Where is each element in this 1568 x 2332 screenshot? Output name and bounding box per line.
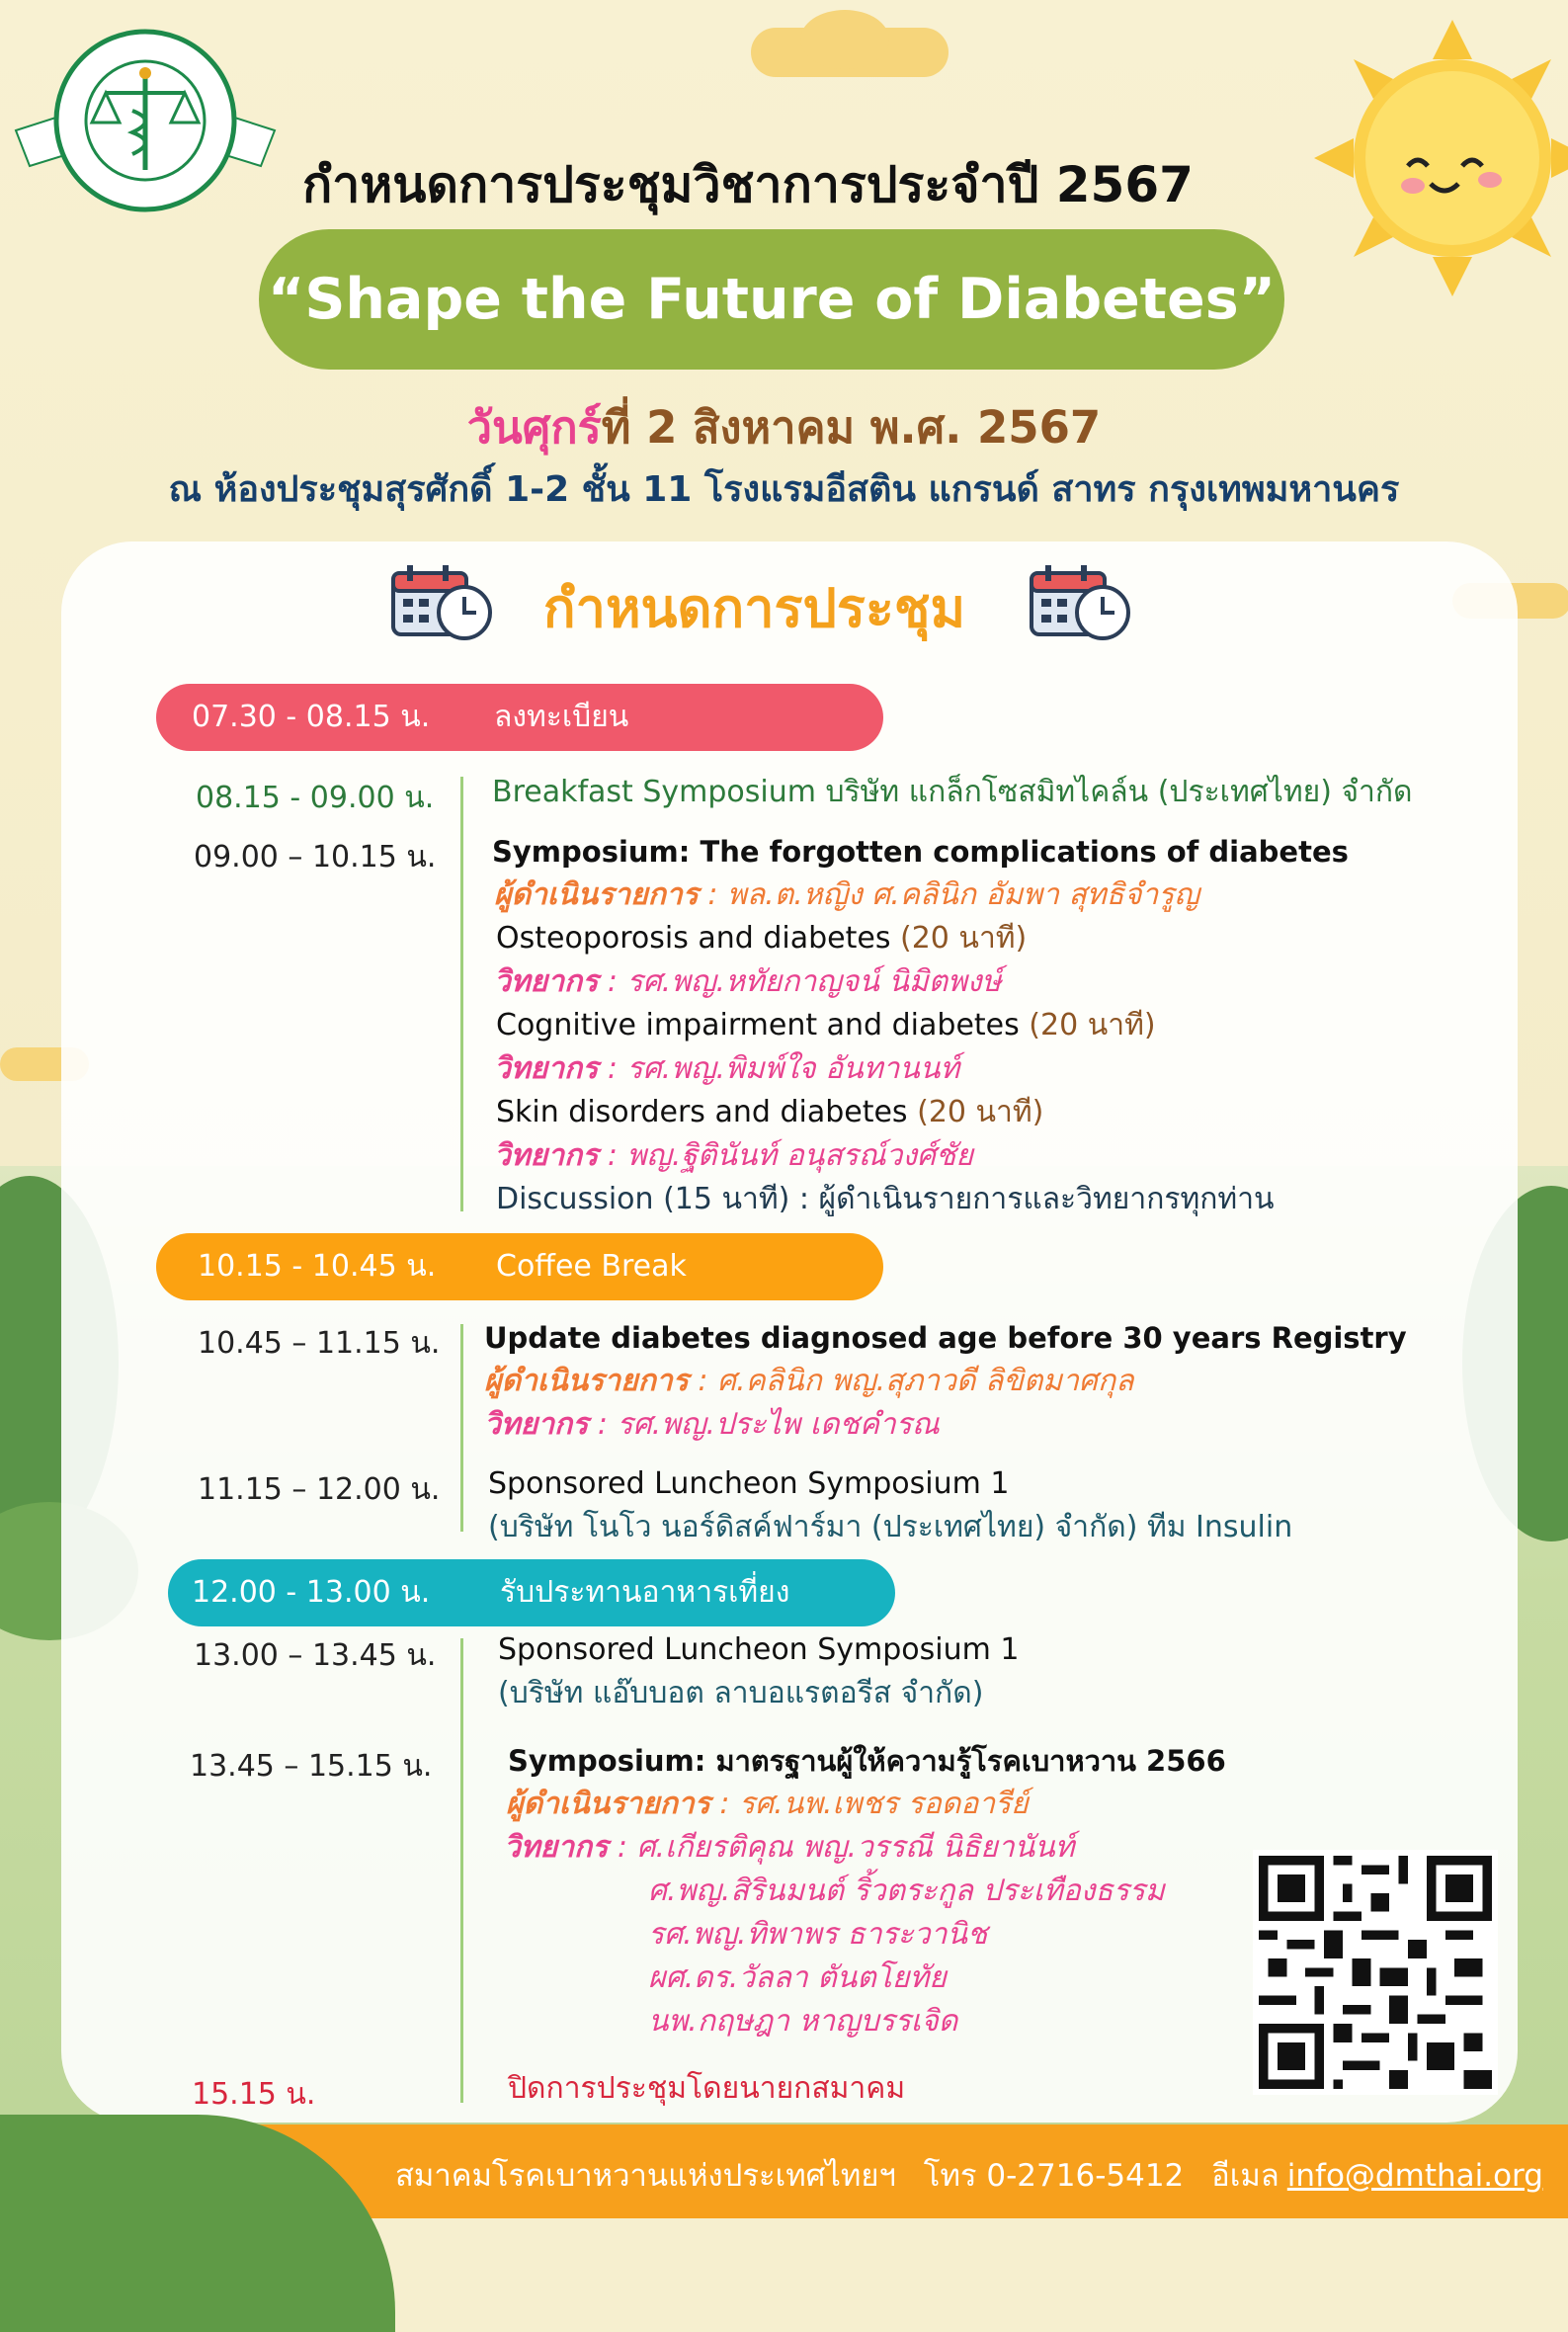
theme-banner (259, 229, 1284, 370)
closing-text: ปิดการประชุมโดยนายกสมาคม (508, 2071, 906, 2106)
speaker-name: : ศ.เกียรติคุณ พญ.วรรณี นิธิยานันท์ (608, 1830, 1075, 1865)
session5-speaker4: ผศ.ดร.วัลลา ตันตโยทัย (648, 1960, 947, 1995)
moderator-name: : รศ.นพ.เพชร รอดอารีย์ (709, 1787, 1029, 1821)
speaker-label: วิทยากร (484, 1407, 589, 1442)
talk-title: Skin disorders and diabetes (496, 1095, 908, 1129)
session1-talk1 (496, 917, 1027, 960)
session2-moderator (484, 1360, 1134, 1403)
calendar-clock-icon (1030, 565, 1132, 640)
session4-line2: (บริษัท แอ๊บบอต ลาบอแรตอรีส จำกัด) (498, 1676, 984, 1710)
session3-time: 11.15 – 12.00 น. (198, 1472, 441, 1507)
moderator-label: ผู้ดำเนินรายการ (506, 1787, 710, 1821)
speaker-name: : รศ.พญ.พิมพ์ใจ อันทานนท์ (598, 1051, 960, 1086)
speaker-label: วิทยากร (494, 964, 599, 999)
session1-time: 09.00 – 10.15 น. (194, 840, 437, 874)
footer-email-link[interactable]: info@dmthai.org (1286, 2158, 1543, 2194)
footer-contact (395, 2150, 1543, 2200)
moderator-label: ผู้ดำเนินรายการ (494, 877, 699, 912)
lunch-bar (168, 1559, 895, 1626)
session5-title: Symposium: มาตรฐานผู้ให้ความรู้โรคเบาหวาน 2566 (508, 1744, 1226, 1778)
registration-label: ลงทะเบียน (494, 700, 629, 734)
timeline-line (460, 777, 463, 1211)
session5-speaker1 (504, 1826, 1074, 1870)
breakfast-time: 08.15 - 09.00 น. (196, 781, 435, 815)
registration-bar (156, 684, 883, 751)
session2-title: Update diabetes diagnosed age before 30 years Registry (484, 1321, 1407, 1355)
session3-line1: Sponsored Luncheon Symposium 1 (488, 1466, 1010, 1501)
agenda-heading: กำหนดการประชุม (542, 577, 966, 639)
moderator-label: ผู้ดำเนินรายการ (484, 1364, 689, 1398)
speaker-label: วิทยากร (504, 1830, 609, 1865)
session2-speaker (484, 1403, 940, 1447)
speaker-name: : รศ.พญ.หทัยกาญจน์ นิมิตพงษ์ (598, 964, 1002, 999)
closing-time: 15.15 น. (192, 2077, 316, 2112)
event-venue: ณ ห้องประชุมสุรศักดิ์ 1-2 ชั้น 11 โรงแรมอีสติน แกรนด์ สาทร กรุงเทพมหานคร (168, 469, 1400, 510)
session1-moderator (494, 874, 1199, 917)
session4-line1: Sponsored Luncheon Symposium 1 (498, 1632, 1020, 1667)
page-title: กำหนดการประชุมวิชาการประจำปี 2567 (302, 156, 1194, 213)
session1-discussion: Discussion (15 นาที) : ผู้ดำเนินรายการและวิทยากรทุกท่าน (496, 1182, 1275, 1216)
session1-talk2 (496, 1004, 1156, 1047)
footer-org: สมาคมโรคเบาหวานแห่งประเทศไทยฯ (395, 2158, 896, 2194)
footer-phone: โทร 0-2716-5412 (923, 2158, 1185, 2194)
speaker-label: วิทยากร (494, 1051, 599, 1086)
theme-text: “Shape the Future of Diabetes” (267, 267, 1277, 332)
session5-moderator (506, 1783, 1029, 1826)
session1-title: Symposium: The forgotten complications of diabetes (492, 835, 1349, 869)
talk-title: Cognitive impairment and diabetes (496, 1008, 1020, 1042)
session1-speaker3 (494, 1134, 973, 1178)
cloud-top-puff (800, 10, 889, 69)
event-date-text: ที่ 2 สิงหาคม พ.ศ. 2567 (601, 401, 1102, 454)
session3-line2: (บริษัท โนโว นอร์ดิสค์ฟาร์มา (ประเทศไทย) จำกัด) ทีม Insulin (488, 1510, 1293, 1544)
event-weekday: วันศุกร์ (466, 401, 602, 454)
timeline-line (460, 1638, 463, 2103)
moderator-name: : ศ.คลินิก พญ.สุภาวดี ลิขิตมาศกุล (688, 1364, 1134, 1398)
session1-speaker1 (494, 960, 1001, 1004)
coffee-break-bar (156, 1233, 883, 1300)
session1-speaker2 (494, 1047, 959, 1091)
session5-time: 13.45 – 15.15 น. (190, 1749, 433, 1784)
speaker-label: วิทยากร (494, 1138, 599, 1173)
session5-speaker3: รศ.พญ.ทิพาพร ธาระวานิช (648, 1917, 988, 1952)
moderator-name: : พล.ต.หญิง ศ.คลินิก อัมพา สุทธิจำรูญ (698, 877, 1199, 912)
registration-time: 07.30 - 08.15 น. (192, 700, 431, 734)
session1-talk3 (496, 1091, 1043, 1134)
talk-duration: (20 นาที) (917, 1095, 1044, 1129)
speaker-name: : พญ.ฐิตินันท์ อนุสรณ์วงศ์ชัย (598, 1138, 974, 1173)
lunch-time: 12.00 - 13.00 น. (192, 1575, 431, 1610)
breakfast-text: Breakfast Symposium บริษัท แกล็กโซสมิทไคล์น (ประเทศไทย) จำกัด (492, 775, 1413, 809)
footer-email-label: อีเมล (1211, 2158, 1279, 2194)
session5-speaker5: นพ.กฤษฎา หาญบรรเจิด (648, 2004, 958, 2039)
qr-code[interactable] (1253, 1850, 1498, 2095)
timeline-line (460, 1324, 463, 1532)
session5-speaker2: ศ.พญ.สิรินมนต์ ริ้วตระกูล ประเทืองธรรม (648, 1874, 1165, 1908)
session4-time: 13.00 – 13.45 น. (194, 1638, 437, 1673)
coffee-label: Coffee Break (496, 1249, 687, 1284)
coffee-time: 10.15 - 10.45 น. (198, 1249, 437, 1284)
talk-duration: (20 นาที) (1029, 1008, 1156, 1042)
event-date (0, 391, 1568, 462)
lunch-label: รับประทานอาหารเที่ยง (500, 1575, 790, 1610)
sun-illustration (1314, 20, 1568, 296)
talk-duration: (20 นาที) (900, 921, 1028, 956)
speaker-name: : รศ.พญ.ประไพ เดชคำรณ (588, 1407, 940, 1442)
talk-title: Osteoporosis and diabetes (496, 921, 891, 956)
session2-time: 10.45 – 11.15 น. (198, 1326, 441, 1361)
association-logo (12, 22, 279, 229)
